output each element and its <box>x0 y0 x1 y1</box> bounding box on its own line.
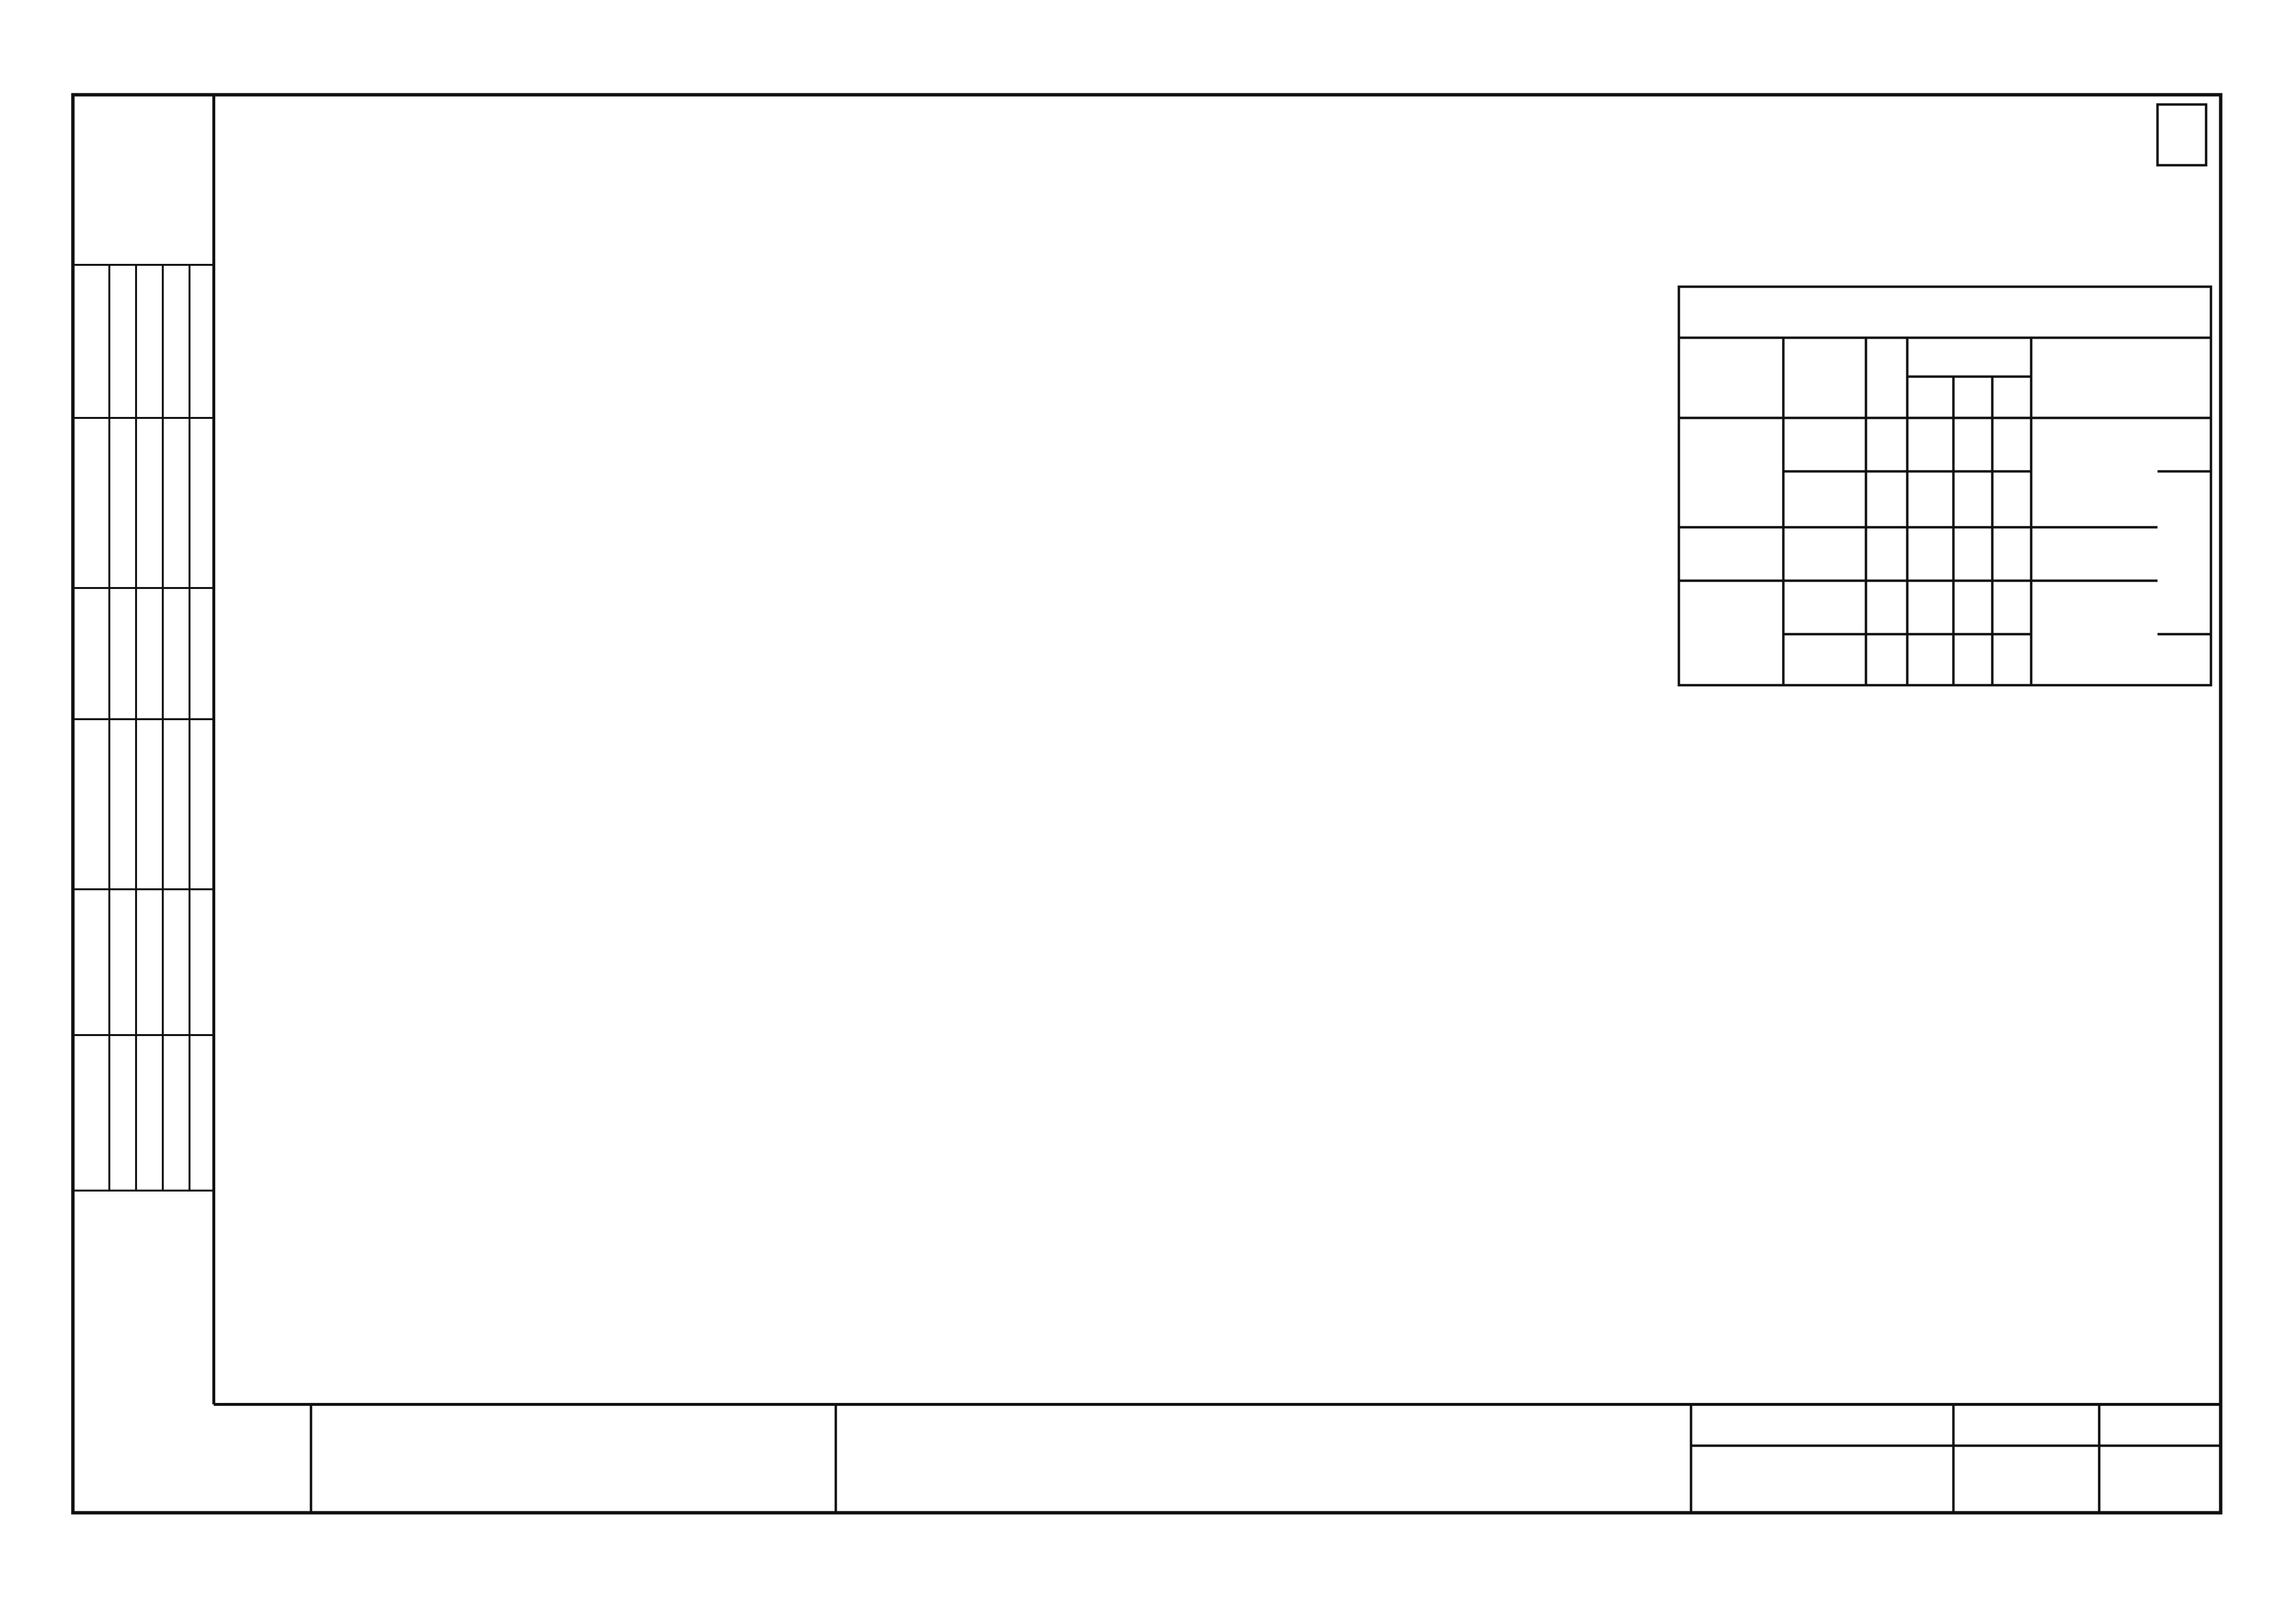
spec-table <box>1679 287 2211 685</box>
sheet-frame <box>73 95 2221 1513</box>
stamp-left <box>73 265 214 1191</box>
title-block <box>311 1404 2221 1513</box>
sheet-number-box <box>2158 104 2206 165</box>
